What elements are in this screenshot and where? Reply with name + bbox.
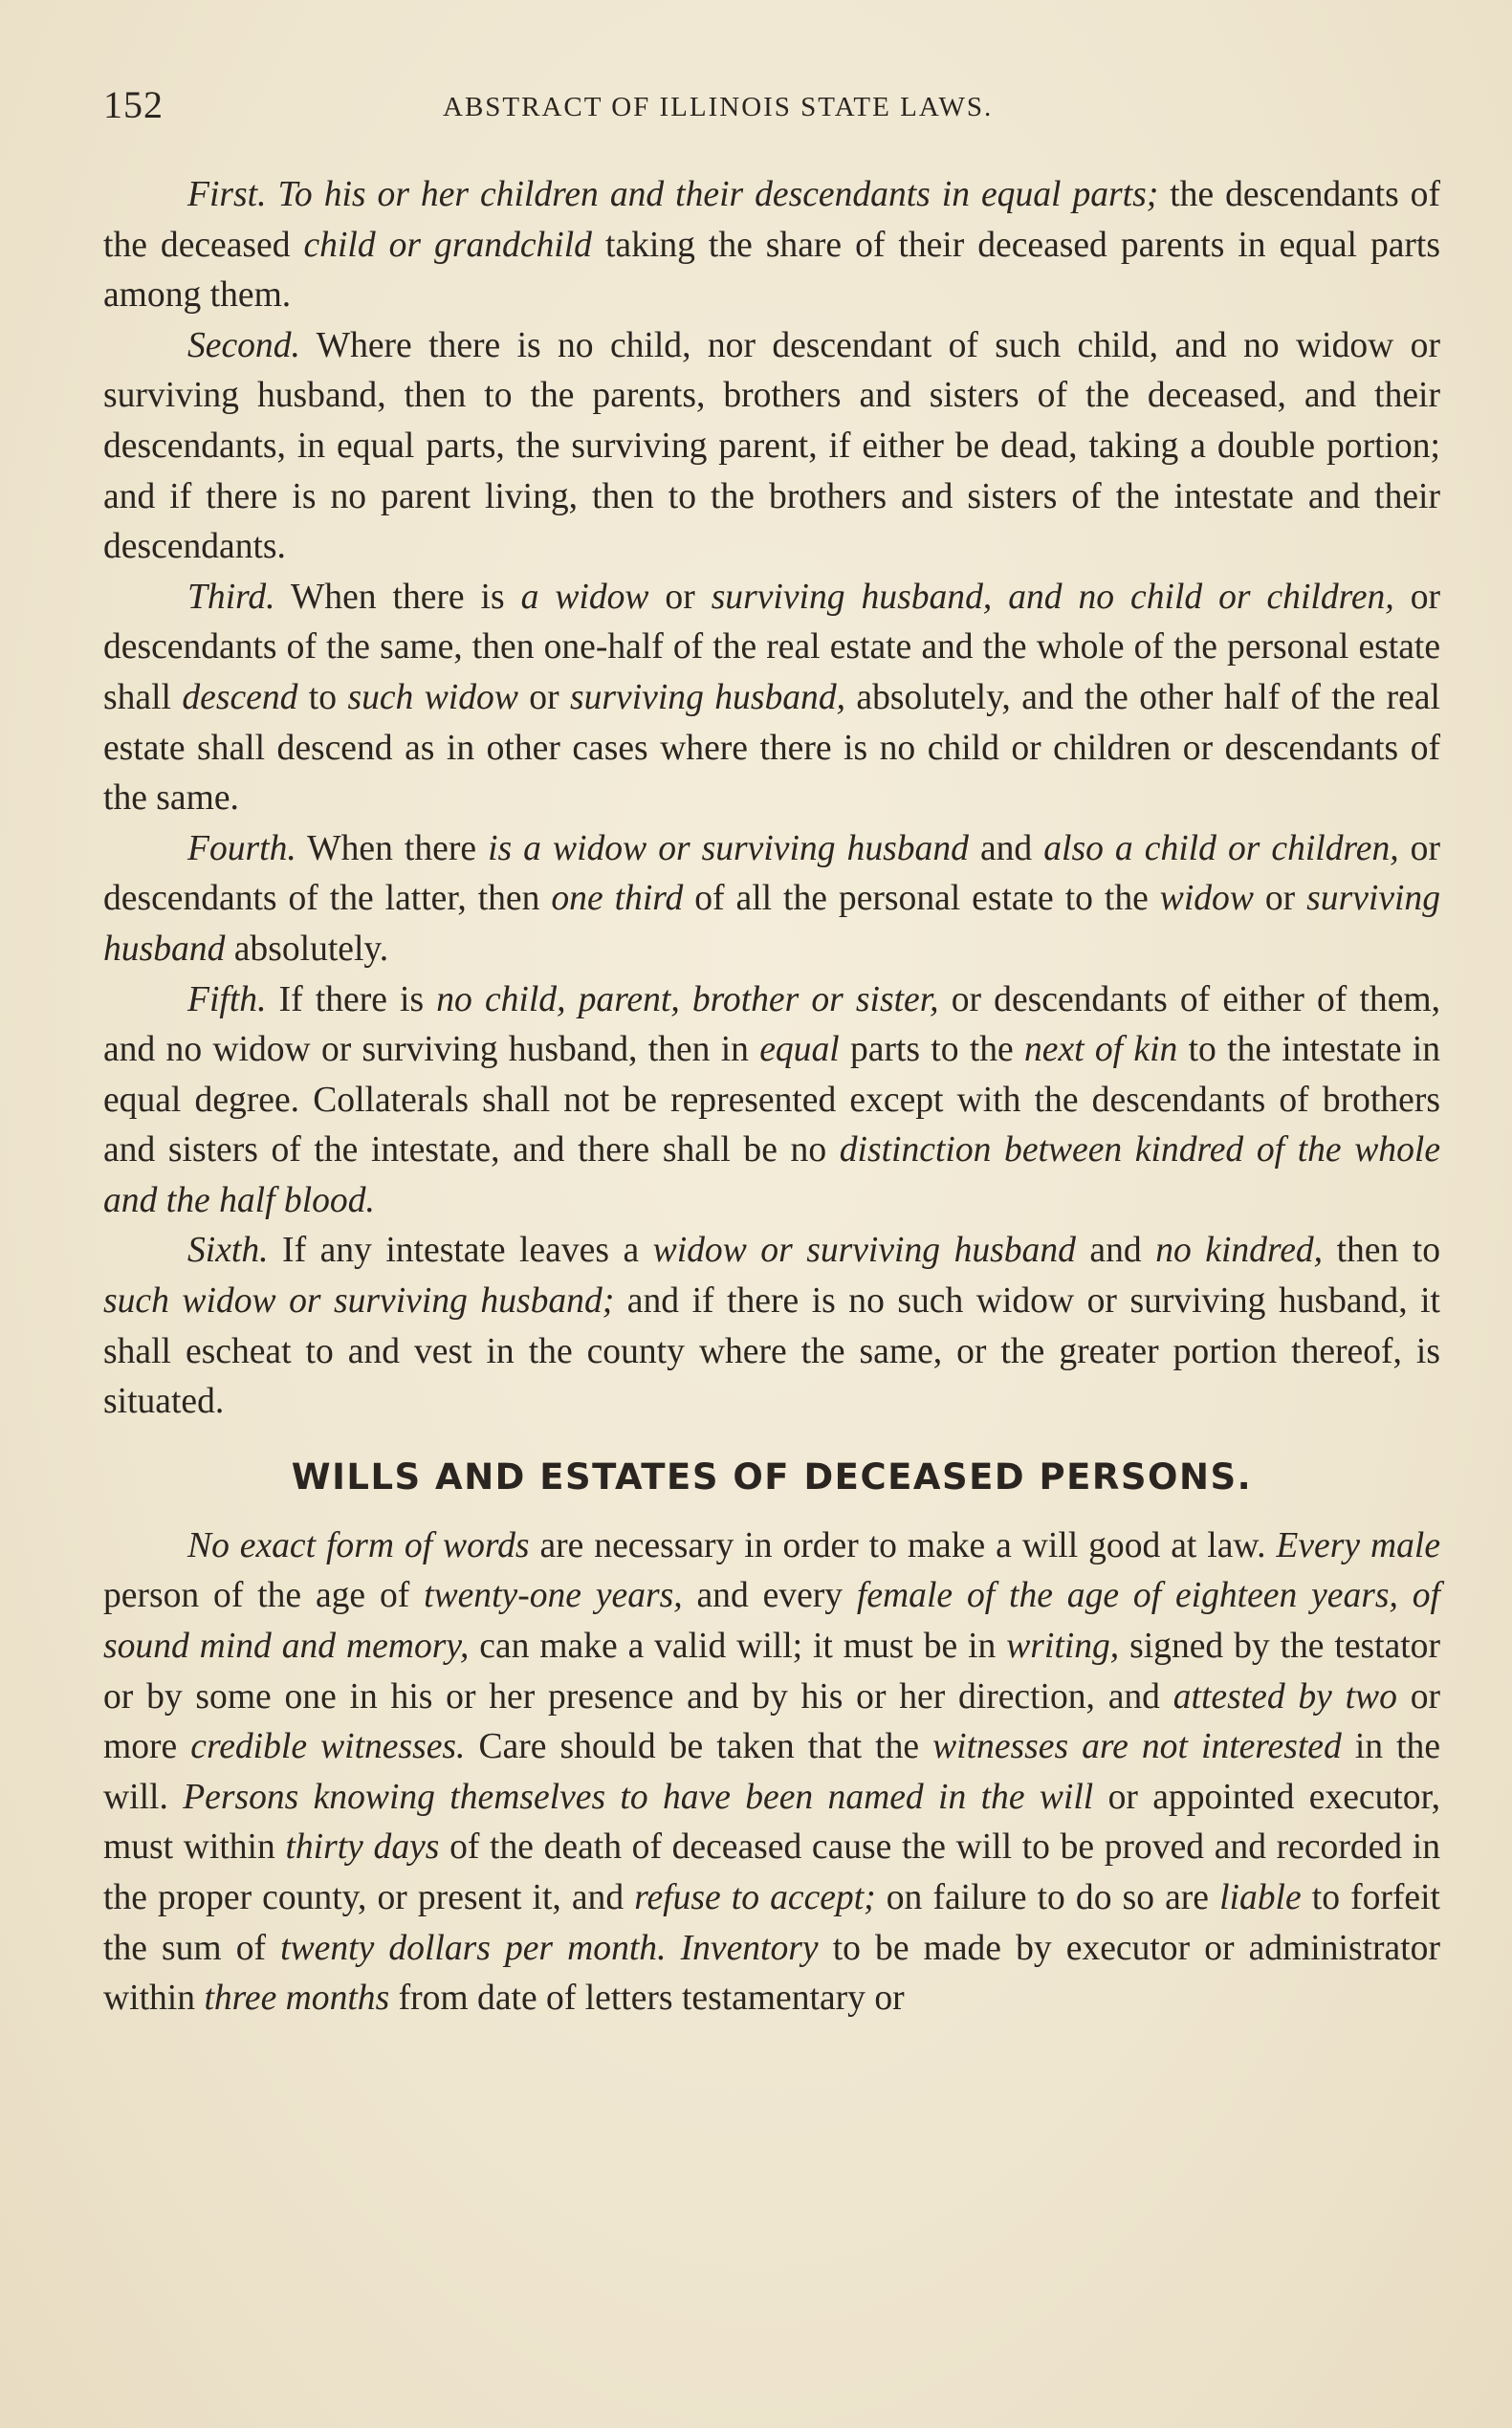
paragraph-third: Third. When there is a widow or surviving husband, and no child or children, or descendants of the same, then one-half of the real estate and the whole of the personal estate shall descend to such widow or surviving husband, absolutely, and the other half of the real estate shall descend as in other cases where there is no child or children or descendants of the same. bbox=[103, 577, 1441, 819]
italic-run: widow bbox=[1159, 879, 1254, 919]
italic-run: no kindred, bbox=[1155, 1231, 1324, 1271]
italic-run: credible witnesses. bbox=[190, 1727, 466, 1767]
italic-run: thirty days bbox=[285, 1827, 440, 1868]
italic-run: also a child or children, bbox=[1043, 828, 1399, 868]
italic-run: First. bbox=[187, 175, 267, 214]
italic-run: distinction between kindred of the whole and the half blood. bbox=[103, 1130, 1440, 1220]
italic-run: Fifth. bbox=[187, 979, 267, 1019]
paragraph-first: First. To his or her children and their descendants in equal parts; the descendants of the deceased child or grandchild taking the share of their deceased parents in equal parts among them. bbox=[103, 175, 1440, 316]
italic-run: one third bbox=[551, 879, 684, 919]
italic-run: Every male bbox=[1276, 1525, 1440, 1565]
italic-run: Inventory bbox=[680, 1928, 819, 1968]
italic-run: Second. bbox=[187, 325, 300, 365]
italic-run: widow or surviving husband bbox=[652, 1231, 1076, 1271]
italic-run: Third. bbox=[187, 577, 275, 617]
italic-run: refuse to accept; bbox=[634, 1878, 876, 1917]
italic-run: twenty dollars per month. bbox=[280, 1928, 667, 1968]
italic-run: attested by two bbox=[1172, 1676, 1397, 1717]
italic-run: no child, parent, brother or sister, bbox=[436, 979, 939, 1019]
italic-run: a widow bbox=[520, 577, 649, 617]
italic-run: surviving husband bbox=[103, 879, 1441, 969]
italic-run: Persons knowing themselves to have been named in the will bbox=[183, 1777, 1094, 1817]
italic-run: writing, bbox=[1006, 1627, 1120, 1667]
italic-run: is a widow or surviving husband bbox=[488, 828, 969, 868]
italic-run: liable bbox=[1219, 1878, 1302, 1917]
paragraph-second: Second. Where there is no child, nor descendant of such child, and no widow or surviving husband, then to the parents, brothers and sisters of the deceased, and their descendants, in equal parts, the surviving parent, if either be dead, taking a double portion; and if there is no parent living, then to the brothers and sisters of the intestate and their descendants. bbox=[103, 325, 1440, 567]
italic-run: Sixth. bbox=[187, 1231, 269, 1271]
italic-run: female of the age of eighteen years, of sound mind and memory, bbox=[103, 1576, 1440, 1667]
paragraph-fourth: Fourth. When there is a widow or surviving husband and also a child or children, or descendants of the latter, then one third of all the personal estate to the widow or surviving husband absolutely. bbox=[103, 828, 1441, 969]
page-number: 152 bbox=[103, 83, 164, 126]
body-text bbox=[103, 170, 1440, 2024]
italic-run: twenty-one years, bbox=[424, 1576, 683, 1616]
italic-run: next of kin bbox=[1024, 1030, 1178, 1070]
italic-run: To his or her children and their descendants in equal parts; bbox=[277, 175, 1159, 214]
running-head: ABSTRACT OF ILLINOIS STATE LAWS. bbox=[443, 92, 994, 122]
italic-run: equal bbox=[759, 1030, 840, 1070]
italic-run: child or grandchild bbox=[303, 225, 592, 265]
italic-run: Fourth. bbox=[187, 828, 296, 868]
italic-run: witnesses are not interested bbox=[932, 1727, 1342, 1767]
page-header bbox=[103, 82, 1442, 140]
italic-run: surviving husband, bbox=[570, 677, 846, 717]
italic-run: descend bbox=[182, 677, 298, 717]
paragraph-fifth: Fifth. If there is no child, parent, brother or sister, or descendants of either of them, and no widow or surviving husband, then in equal parts to the next of kin to the intestate in equal degree. Collaterals shall not be represented except with the descendants of brothers and sisters of the intestate, and there shall be no distinction between kindred of the whole and the half blood. bbox=[103, 979, 1441, 1220]
italic-run: such widow bbox=[347, 677, 518, 717]
italic-run: three months bbox=[204, 1979, 390, 2019]
italic-run: such widow or surviving husband; bbox=[103, 1281, 615, 1322]
italic-run: No exact form of words bbox=[187, 1525, 530, 1565]
italic-run: surviving husband, and no child or children, bbox=[711, 577, 1394, 617]
section-heading: WILLS AND ESTATES OF DECEASED PERSONS. bbox=[291, 1455, 1253, 1498]
paragraph-sixth: Sixth. If any intestate leaves a widow or surviving husband and no kindred, then to such widow or surviving husband; and if there is no such widow or surviving husband, it shall escheat to and vest in the county where the same, or the greater portion thereof, is situated. bbox=[103, 1231, 1440, 1422]
paragraph-wills: No exact form of words are necessary in order to make a will good at law. Every male person of the age of twenty-one years, and every female of the age of eighteen years, of sound mind and memory, can make a valid will; it must be in writing, signed by the testator or by some one in his or her presence and by his or her direction, and attested by two or more credible witnesses. Care should be taken that the witnesses are not interested in the will. Persons knowing themselves to have been named in the will or appointed executor, must within thirty days of the death of deceased cause the will to be proved and recorded in the proper county, or present it, and refuse to accept; on failure to do so are liable to forfeit the sum of twenty dollars per month. Inventory to be made by executor or administrator within three months from date of letters testamentary or bbox=[103, 1525, 1441, 2019]
